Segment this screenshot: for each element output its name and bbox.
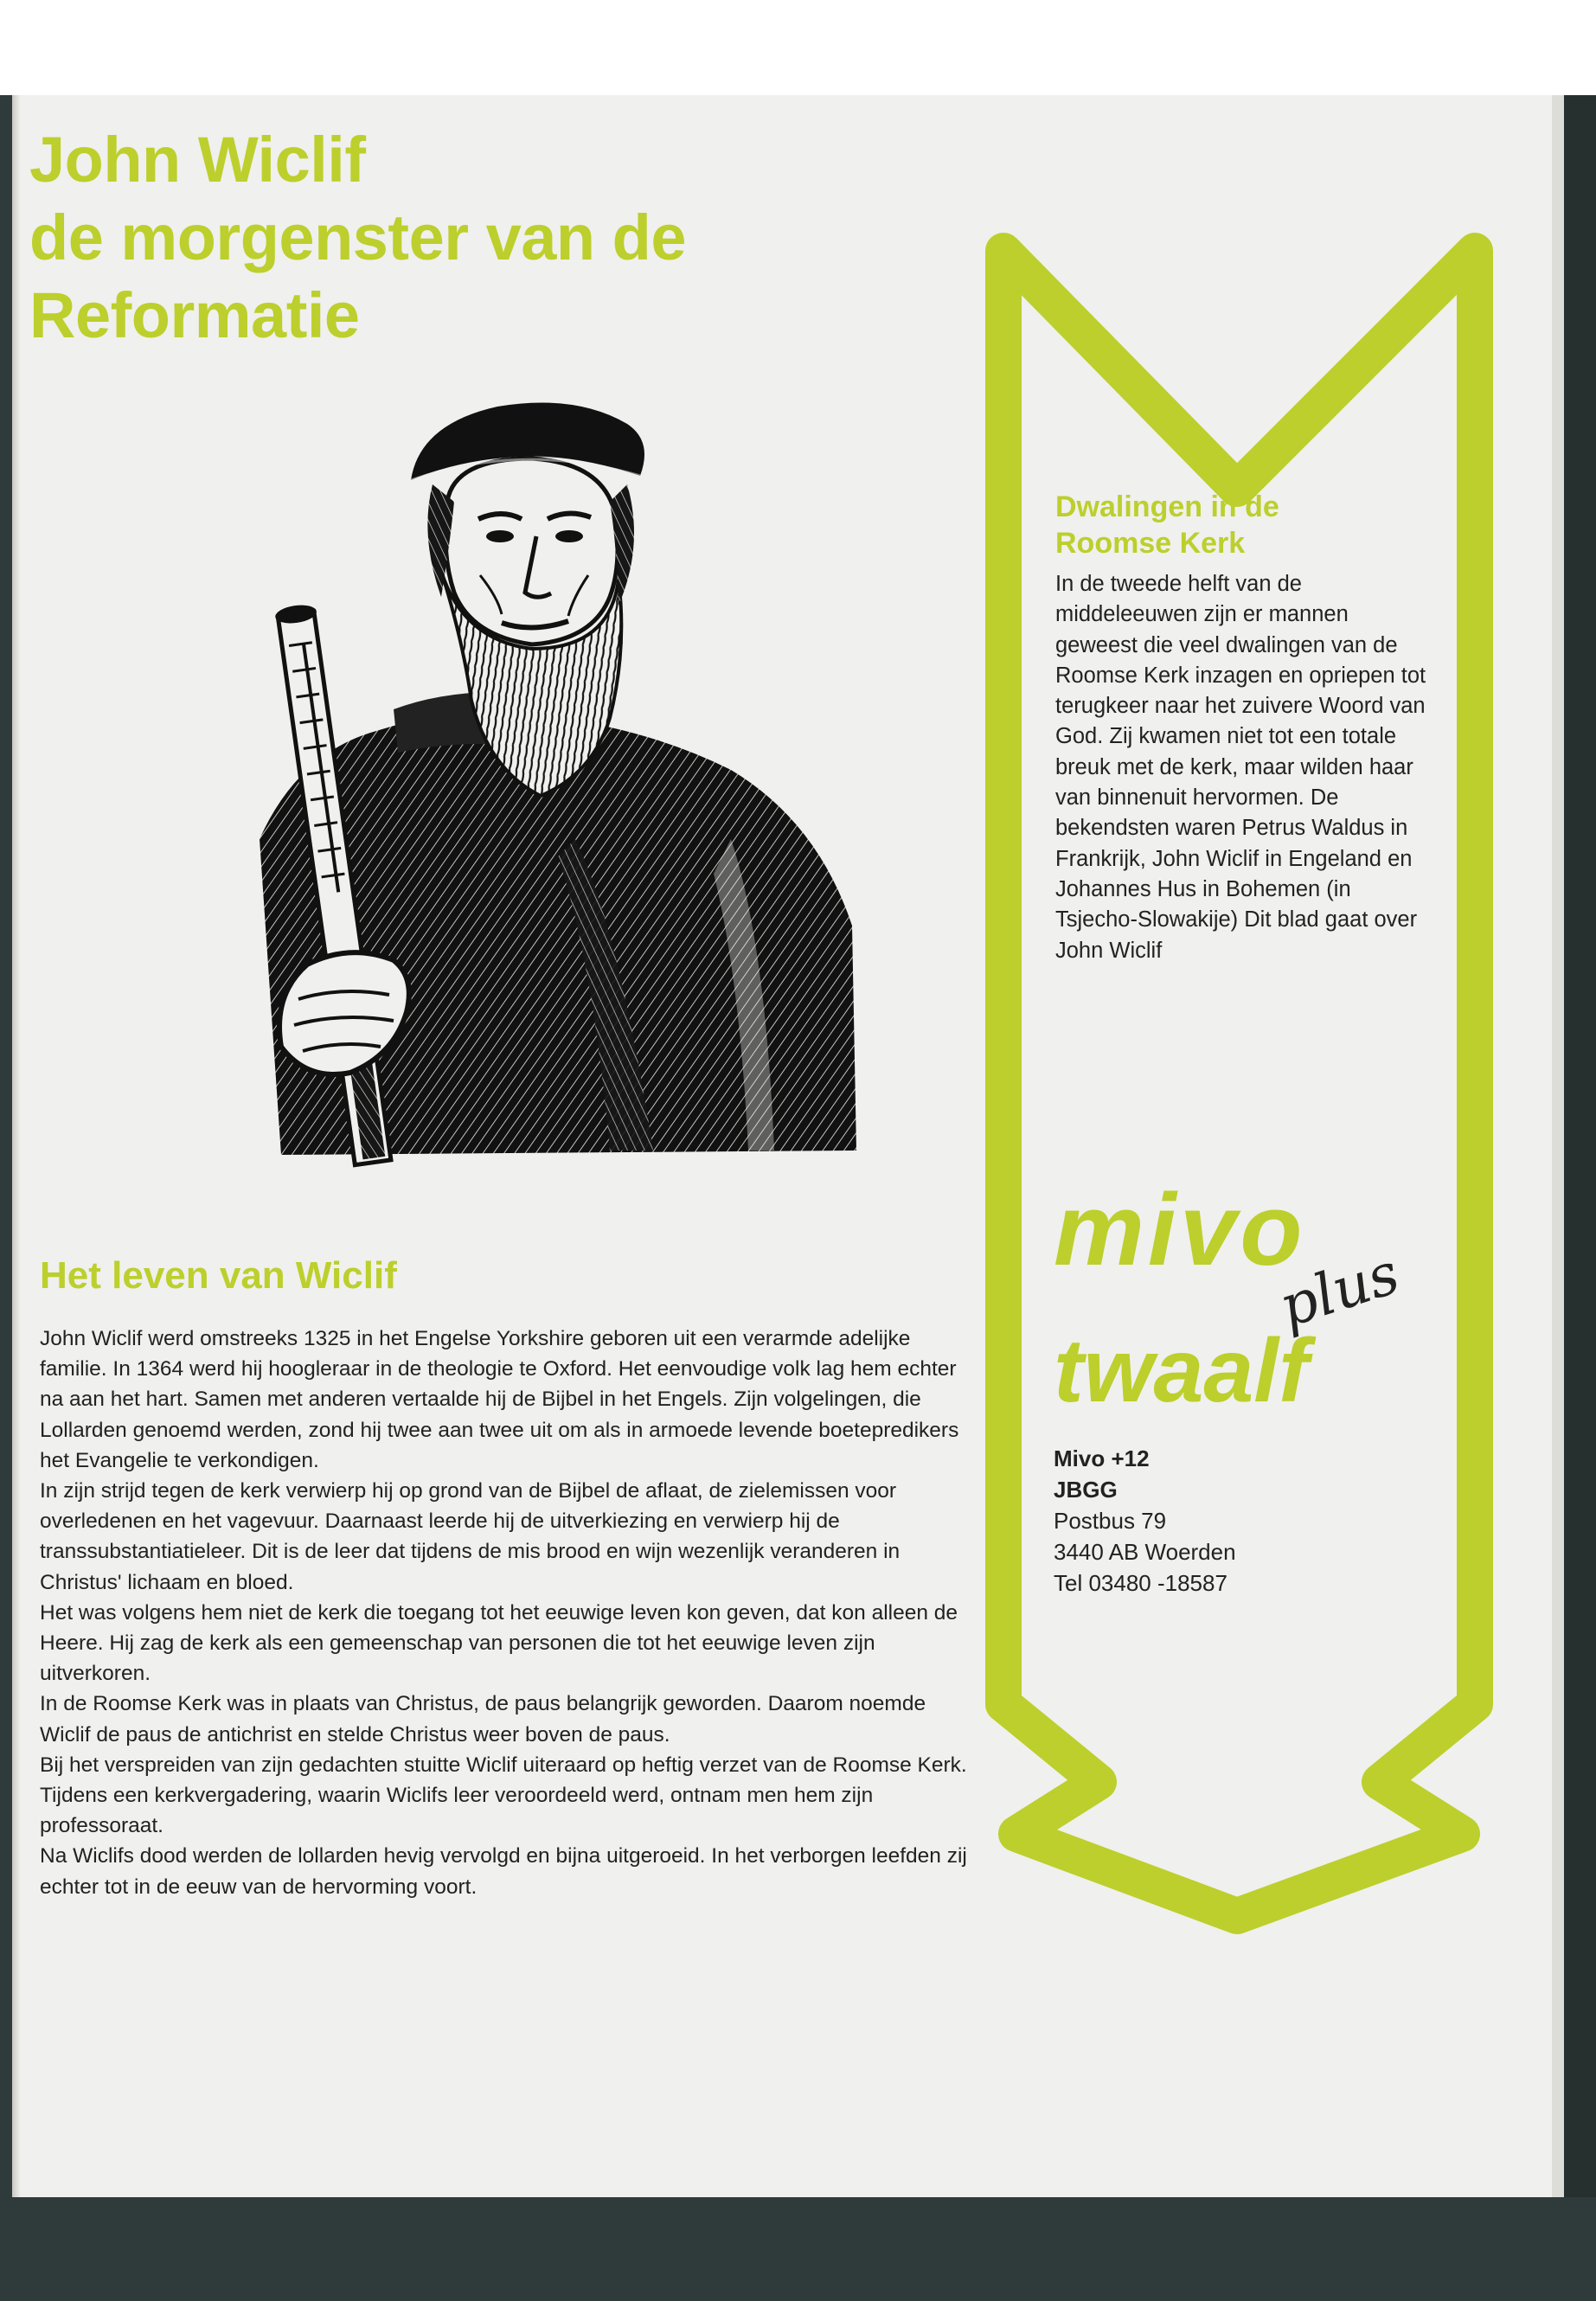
contact-line: Mivo +12 (1054, 1445, 1150, 1471)
paragraph: Na Wiclifs dood werden de lollarden hevig vervolgd en bijna uitgeroeid. In het verborgen leefden zij echter tot in de eeuw van de hervorming voort. (40, 1844, 967, 1899)
paragraph: Het was volgens hem niet de kerk die toegang tot het eeuwige leven kon geven, dat kon alleen de Heere. Hij zag de kerk als een gemeenschap van personen die tot het eeuwige leven zijn uitverkoren. (40, 1600, 958, 1686)
contact-line: Postbus 79 (1054, 1508, 1167, 1534)
contact-address (1054, 1443, 1236, 1599)
logo-word-plus: plus (1271, 1240, 1407, 1341)
paragraph: In de Roomse Kerk was in plaats van Christus, de paus belangrijk geworden. Daarom noemde Wiclif de paus de antichrist en stelde Christus weer boven de paus. (40, 1692, 926, 1747)
paragraph: Bij het verspreiden van zijn gedachten stuitte Wiclif uiteraard op heftig verzet van de Roomse Kerk. Tijdens een kerkvergadering, waarin Wiclifs leer veroordeeld werd, ontnam men hem zijn professoraat. (40, 1753, 967, 1838)
section-heading: Het leven van Wiclif (40, 1254, 397, 1297)
logo-word-mivo: mivo (1054, 1173, 1306, 1287)
paragraph: John Wiclif werd omstreeks 1325 in het Engelse Yorkshire geboren uit een verarmde adelijke familie. In 1364 werd hij hoogleraar in de theologie te Oxford. Het eenvoudige volk lag hem echter na aan het hart. Samen met anderen vertaalde hij de Bijbel in het Engels. Zijn volgelingen, die Lollarden genoemd werden, zond hij twee aan twee uit om als in armoede levende boetepredikers het Evangelie te verkondigen. (40, 1327, 959, 1472)
contact-line: Tel 03480 -18587 (1054, 1570, 1227, 1596)
title-line-1: John Wiclif (29, 124, 366, 195)
page-title (29, 121, 686, 355)
aside-heading (1055, 489, 1419, 561)
contact-line: JBGG (1054, 1477, 1118, 1503)
title-line-3: Reformatie (29, 279, 360, 351)
aside-heading-line-2: Roomse Kerk (1055, 527, 1246, 560)
logo-word-twaalf: twaalf (1054, 1321, 1309, 1421)
paragraph: In zijn strijd tegen de kerk verwierp hij op grond van de Bijbel de aflaat, de zielemissen voor overledenen en het vagevuur. Daarnaast leerde hij de uitverkiezing en verwierp hij de transsubstantiatieleer. Dit is de leer dat tijdens de mis brood en wijn wezenlijk veranderen in Christus' lichaam en bloed. (40, 1479, 901, 1594)
title-line-2: de morgenster van de (29, 202, 687, 273)
aside-heading-line-1: Dwalingen in de (1055, 490, 1279, 523)
article-body (40, 1324, 974, 1902)
bookmark-arrow-frame (977, 199, 1505, 1946)
adjacent-page-edge (1548, 95, 1596, 2197)
mivo-plus-twaalf-logo (1047, 1168, 1427, 1427)
page-gutter-shadow (12, 95, 21, 2197)
scan-backdrop (0, 0, 1596, 95)
portrait-illustration (247, 389, 869, 1194)
aside-text: In de tweede helft van de middeleeuwen zijn er mannen geweest die veel dwalingen van de Roomse Kerk inzagen en opriepen tot terugkeer naar het zuivere Woord van God. Zij kwamen niet tot een totale breuk met de kerk, maar wilden haar van binnenuit hervormen. De bekendsten waren Petrus Waldus in Frankrijk, John Wiclif in Engeland en Johannes Hus in Bohemen (in Tsjecho-Slowakije) Dit blad gaat over John Wiclif (1055, 572, 1426, 963)
contact-line: 3440 AB Woerden (1054, 1539, 1236, 1565)
